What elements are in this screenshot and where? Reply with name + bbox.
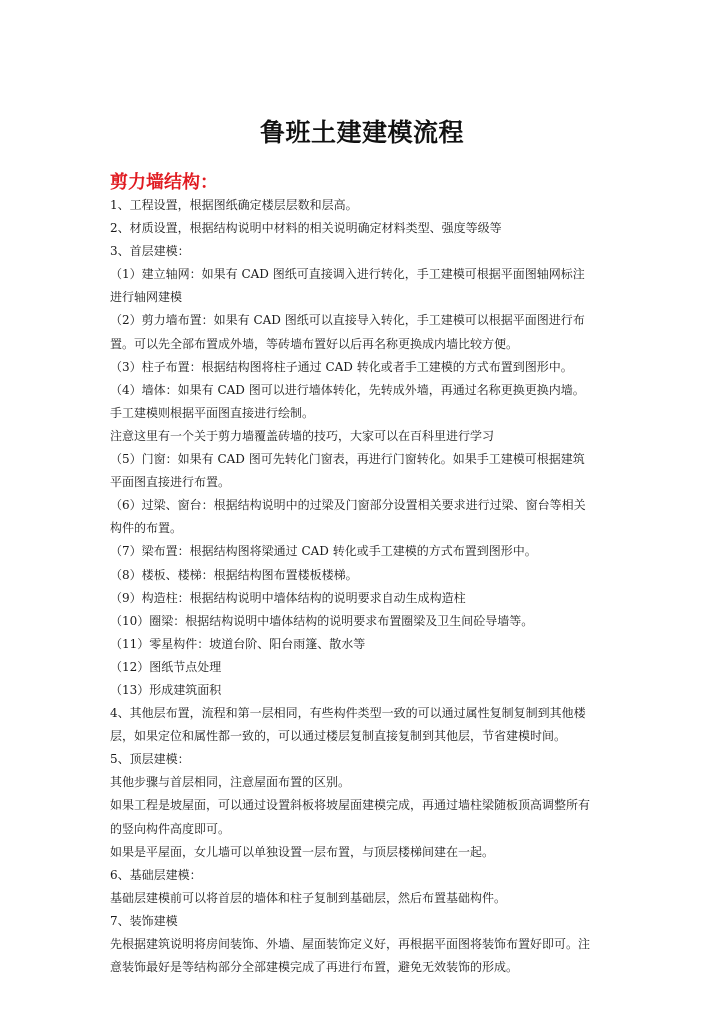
body-text-line: 2、材质设置，根据结构说明中材料的相关说明确定材料类型、强度等级等	[110, 221, 502, 236]
body-text-line: （8）楼板、楼梯：根据结构图布置楼板楼梯。	[110, 567, 358, 582]
body-text-line: 进行轴网建模	[110, 290, 183, 305]
body-text-line: （7）梁布置：根据结构图将梁通过 CAD 转化或手工建模的方式布置到图形中。	[110, 544, 537, 559]
body-text-line: 4、其他层布置，流程和第一层相同，有些构件类型一致的可以通过属性复制复制到其他楼	[110, 706, 586, 721]
body-text-line: （10）圈梁：根据结构说明中墙体结构的说明要求布置圈梁及卫生间砼导墙等。	[110, 613, 534, 628]
body-text-line: 6、基础层建模：	[110, 867, 202, 882]
body-text-line: 7、装饰建模	[110, 913, 178, 928]
section-heading-shear-wall: 剪力墙结构：	[110, 172, 218, 193]
body-text-line: （4）墙体：如果有 CAD 图可以进行墙体转化，先转成外墙，再通过名称更换更换内墙。	[110, 382, 585, 397]
body-text-line: （5）门窗：如果有 CAD 图可先转化门窗表，再进行门窗转化。如果手工建模可根据建筑	[110, 452, 585, 467]
body-text-line: 意装饰最好是等结构部分全部建模完成了再进行布置，避免无效装饰的形成。	[110, 960, 519, 975]
body-text-line: 平面图直接进行布置。	[110, 475, 231, 490]
body-text-line: （12）图纸节点处理	[110, 659, 222, 674]
body-text-line: 注意这里有一个关于剪力墙覆盖砖墙的技巧，大家可以在百科里进行学习	[110, 428, 495, 443]
body-text-line: （1）建立轴网：如果有 CAD 图纸可直接调入进行转化，手工建模可根据平面图轴网标注	[110, 267, 585, 282]
body-text-line: 的竖向构件高度即可。	[110, 821, 231, 836]
body-text-line: 3、首层建模：	[110, 244, 190, 259]
body-text-line: 其他步骤与首层相同，注意屋面布置的区别。	[110, 775, 351, 790]
body-text-line: 先根据建筑说明将房间装饰、外墙、屋面装饰定义好，再根据平面图将装饰布置好即可。注	[110, 937, 591, 951]
document-title: 鲁班土建建模流程	[259, 118, 464, 147]
body-text-line: 如果是平屋面，女儿墙可以单独设置一层布置，与顶层楼梯间建在一起。	[110, 844, 495, 859]
body-text-line: 5、顶层建模：	[110, 752, 190, 767]
body-text-line: （6）过梁、窗台：根据结构说明中的过梁及门窗部分设置相关要求进行过梁、窗台等相关	[110, 498, 586, 513]
body-text-line: 层，如果定位和属性都一致的，可以通过楼层复制直接复制到其他层，节省建模时间。	[110, 729, 567, 744]
body-text-line: （3）柱子布置：根据结构图将柱子通过 CAD 转化或者手工建模的方式布置到图形中。	[110, 359, 573, 374]
body-text-line: 如果工程是坡屋面，可以通过设置斜板将坡屋面建模完成，再通过墙柱梁随板顶高调整所有	[110, 798, 591, 813]
body-text-line: 基础层建模前可以将首层的墙体和柱子复制到基础层，然后布置基础构件。	[110, 890, 507, 905]
body-text-line: 置。可以先全部布置成外墙，等砖墙布置好以后再名称更换成内墙比较方便。	[110, 336, 519, 351]
body-text-line: 1、工程设置，根据图纸确定楼层层数和层高。	[110, 198, 358, 212]
body-text-line: （2）剪力墙布置：如果有 CAD 图纸可以直接导入转化，手工建模可以根据平面图进行布	[110, 313, 585, 328]
body-text-line: 构件的布置。	[110, 521, 183, 536]
body-text-line: 手工建模则根据平面图直接进行绘制。	[110, 405, 315, 420]
body-text-line: （13）形成建筑面积	[110, 682, 222, 697]
body-text-line: （11）零星构件：坡道台阶、阳台雨篷、散水等	[110, 636, 366, 651]
document-body	[110, 194, 620, 979]
body-text-line: （9）构造柱：根据结构说明中墙体结构的说明要求自动生成构造柱	[110, 590, 466, 605]
